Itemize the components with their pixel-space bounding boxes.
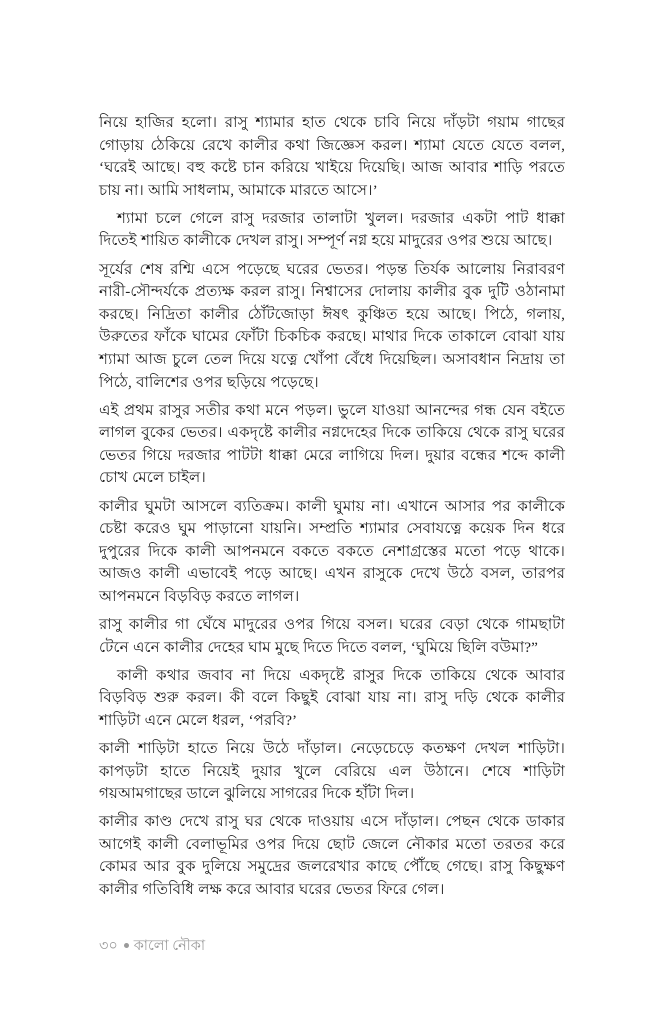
paragraph: কালীর ঘুমটা আসলে ব্যতিক্রম। কালী ঘুমায় না। এখানে আসার পর কালীকে চেষ্টা করেও ঘুম পাড়ানো যায়নি। সম্প্রতি শ্যামার সেবাযত্নে কয়েক দিন ধরে দুপুরের দিকে কালী আপনমনে বকতে বকতে নেশাগ্রস্তের মতো পড়ে থাকে। আজও কালী এভাবেই পড়ে আছে। এখন রাসুকে দেখে উঠে বসল, তারপর আপনমনে বিড়বিড় করতে লাগল। [99, 497, 565, 605]
page-number: ৩০ [99, 938, 118, 954]
bullet-separator-icon [124, 943, 129, 948]
paragraph: রাসু কালীর গা ঘেঁষে মাদুরের ওপর গিয়ে বসল। ঘরের বেড়া থেকে গামছাটা টেনে এনে কালীর দেহের ঘাম মুছে দিতে দিতে বলল, ‘ঘুমিয়ে ছিলি বউমা?” [99, 615, 565, 656]
paragraph: শ্যামা চলে গেলে রাসু দরজার তালাটা খুলল। দরজার একটা পাট ধাক্কা দিতেই শায়িত কালীকে দেখল রাসু। সম্পূর্ণ নগ্ন হয়ে মাদুরের ওপর শুয়ে আছে। [99, 209, 565, 250]
paragraph: সূর্যের শেষ রশ্মি এসে পড়েছে ঘরের ভেতর। পড়ন্ত তির্যক আলোয় নিরাবরণ নারী-সৌন্দর্যকে প্রত্যক্ষ করল রাসু। নিশ্বাসের দোলায় কালীর বুক দুটি ওঠানামা করছে। নিদ্রিতা কালীর ঠোঁটজোড়া ঈষৎ কুঞ্চিত হয়ে আছে। পিঠে, গলায়, উরুতের ফাঁকে ঘামের ফোঁটা চিকচিক করছে। মাথার দিকে তাকালে বোঝা যায় শ্যামা আজ চুলে তেল দিয়ে যত্নে খোঁপা বেঁধে দিয়েছিল। অসাবধান নিদ্রায় তা পিঠে, বালিশের ওপর ছড়িয়ে পড়েছে। [99, 260, 565, 391]
paragraph: কালীর কাণ্ড দেখে রাসু ঘর থেকে দাওয়ায় এসে দাঁড়াল। পেছন থেকে ডাকার আগেই কালী বেলাভূমির ওপর দিয়ে ছোট জেলে নৌকার মতো তরতর করে কোমর আর বুক দুলিয়ে সমুদ্রের জলরেখার কাছে পৌঁছে গেছে। রাসু কিছুক্ষণ কালীর গতিবিধি লক্ষ করে আবার ঘরের ভেতর ফিরে গেল। [99, 813, 565, 898]
page-footer [99, 936, 205, 956]
paragraph: এই প্রথম রাসুর সতীর কথা মনে পড়ল। ভুলে যাওয়া আনন্দের গন্ধ যেন বইতে লাগল বুকের ভেতর। একদৃষ্টে কালীর নগ্নদেহের দিকে তাকিয়ে থেকে রাসু ঘরের ভেতর গিয়ে দরজার পাটটা ধাক্কা মেরে লাগিয়ে দিল। দুয়ার বন্ধের শব্দে কালী চোখ মেলে চাইল। [99, 401, 565, 487]
paragraph: কালী শাড়িটা হাতে নিয়ে উঠে দাঁড়াল। নেড়েচেড়ে কতক্ষণ দেখল শাড়িটা। কাপড়টা হাতে নিয়েই দুয়ার খুলে বেরিয়ে এল উঠানে। শেষে শাড়িটা গয়আমগাছের ডালে ঝুলিয়ে সাগরের দিকে হাঁটা দিল। [99, 739, 565, 803]
paragraph: কালী কথার জবাব না দিয়ে একদৃষ্টে রাসুর দিকে তাকিয়ে থেকে আবার বিড়বিড় শুরু করল। কী বলে কিছুই বোঝা যায় না। রাসু দড়ি থেকে কালীর শাড়িটা এনে মেলে ধরল, ‘পরবি?’ [99, 666, 565, 729]
page-body-text [99, 112, 565, 902]
paragraph: নিয়ে হাজির হলো। রাসু শ্যামার হাত থেকে চাবি নিয়ে দাঁড়টা গয়াম গাছের গোড়ায় ঠেকিয়ে রেখে কালীর কথা জিজ্ঞেস করল। শ্যামা যেতে যেতে বলল, ‘ঘরেই আছে। বহু কষ্টে চান করিয়ে খাইয়ে দিয়েছি। আজ আবার শাড়ি পরতে চায় না। আমি সাধলাম, আমাকে মারতে আসে।’ [99, 114, 565, 199]
book-title: কালো নৌকা [133, 938, 206, 954]
